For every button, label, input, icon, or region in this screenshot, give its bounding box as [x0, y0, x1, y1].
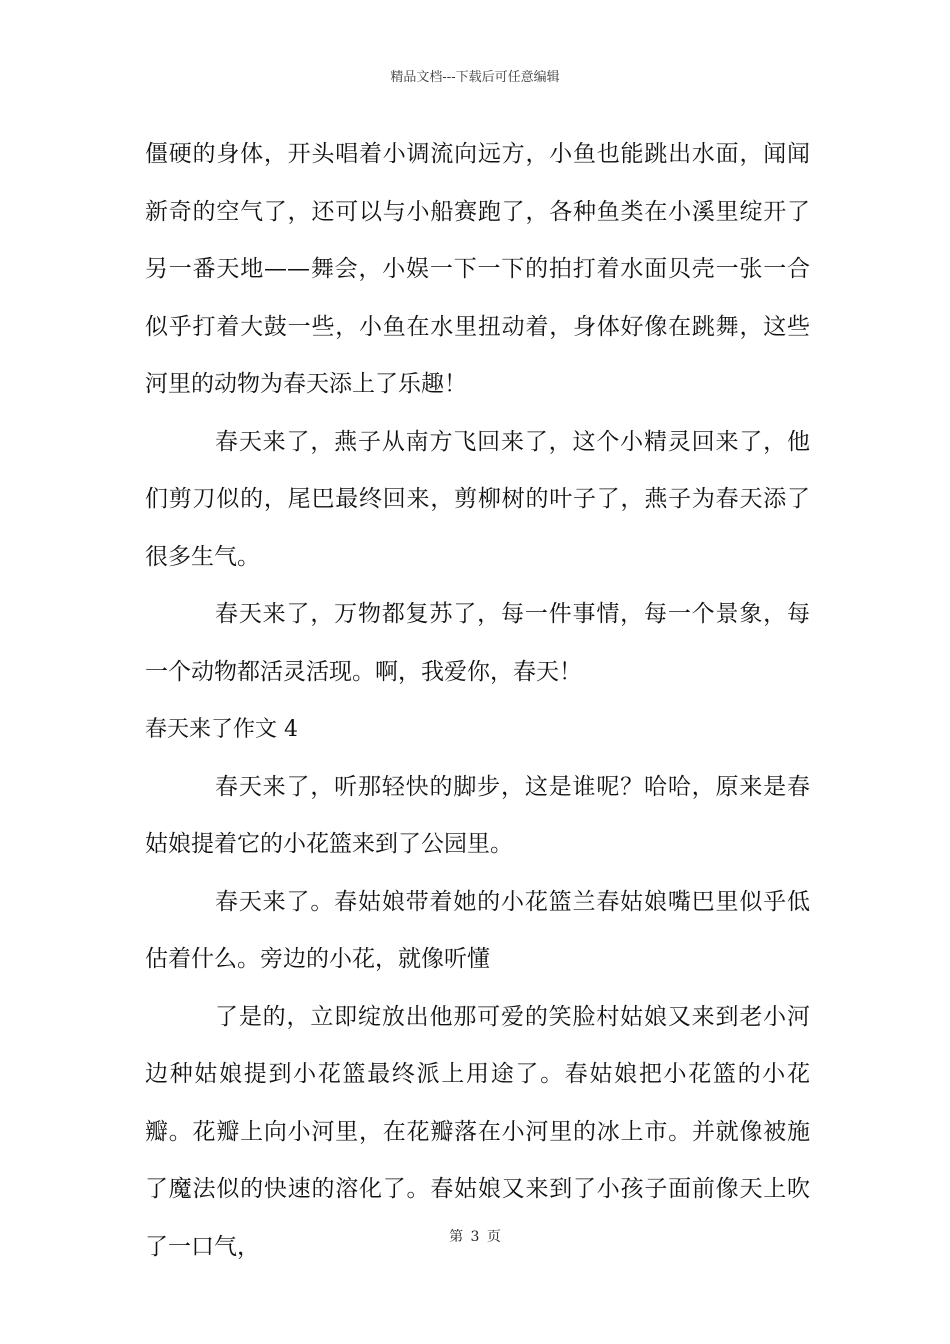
paragraph-swallows: 春天来了，燕子从南方飞回来了，这个小精灵回来了，他们剪刀似的，尾巴最终回来，剪柳树的叶子了，燕子为春天添了很多生气。 [145, 428, 810, 570]
document-body [145, 126, 810, 1276]
paragraph-revival: 春天来了，万物都复苏了，每一件事情，每一个景象，每一个动物都活灵活现。啊，我爱你，春天！ [145, 601, 810, 685]
paragraph-river: 了是的，立即绽放出他那可爱的笑脸村姑娘又来到老小河边种姑娘提到小花篮最终派上用途了。春姑娘把小花篮的小花瓣。花瓣上向小河里，在花瓣落在小河里的冰上市。并就像被施了魔法似的快速的溶化了。春姑娘又来到了小孩子面前像天上吹了一口气， [145, 1003, 810, 1260]
section-heading: 春天来了作文 4 [145, 717, 298, 742]
paragraph-spring-girl: 春天来了，听那轻快的脚步，这是谁呢？哈哈，原来是春姑娘提着它的小花篮来到了公园里。 [145, 773, 810, 857]
paragraph-continued: 僵硬的身体，开头唱着小调流向远方，小鱼也能跳出水面，闻闻新奇的空气了，还可以与小船赛跑了，各种鱼类在小溪里绽开了另一番天地——舞会，小娱一下一下的拍打着水面贝壳一张一合似乎打着大鼓一些，小鱼在水里扭动着，身体好像在跳舞，这些河里的动物为春天添上了乐趣！ [145, 141, 810, 397]
page-header: 精品文档---下载后可任意编辑 [390, 70, 560, 85]
page-number: 第 3 页 [449, 1229, 501, 1245]
paragraph-flower-basket: 春天来了。春姑娘带着她的小花篮兰春姑娘嘴巴里似乎低估着什么。旁边的小花，就像听懂 [145, 888, 810, 972]
